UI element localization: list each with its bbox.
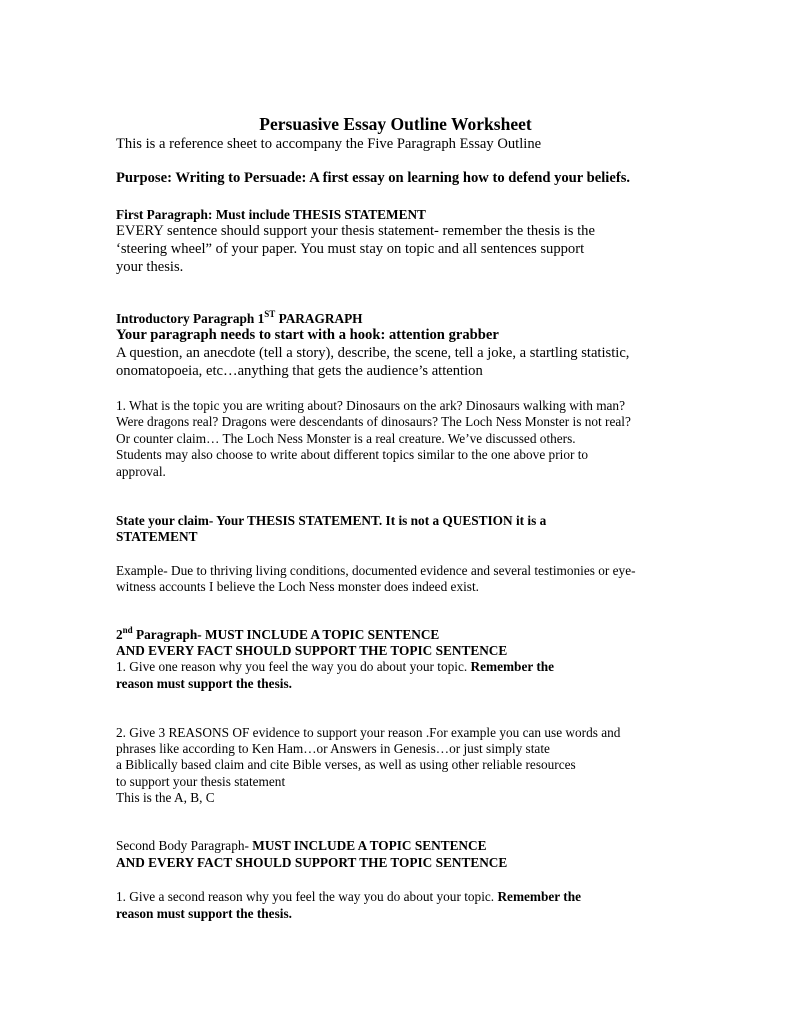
second-body-item-one-text: 1. Give a second reason why you feel the way you do about your topic. (116, 889, 498, 904)
second-body-heading: AND EVERY FACT SHOULD SUPPORT THE TOPIC SENTENCE (116, 855, 508, 870)
claim-heading: State your claim- Your THESIS STATEMENT. It is not a QUESTION it is a (116, 513, 547, 528)
hook-line: onomatopoeia, etc…anything that gets the audience’s attention (116, 363, 483, 379)
first-paragraph-line: ‘steering wheel” of your paper. You must stay on topic and all sentences support (116, 241, 585, 257)
example-line: witness accounts I believe the Loch Ness monster does indeed exist. (116, 579, 479, 594)
purpose-statement: Purpose: Writing to Persuade: A first essay on learning how to defend your beliefs. (116, 170, 631, 186)
question-one-line: approval. (116, 464, 166, 479)
question-one-line: Students may also choose to write about different topics similar to the one above prior to (116, 447, 589, 462)
second-paragraph-heading: AND EVERY FACT SHOULD SUPPORT THE TOPIC SENTENCE (116, 643, 508, 658)
second-item-one-bold: Remember the (470, 659, 555, 674)
second-heading-num: 2 (116, 627, 123, 642)
second-heading-rest: Paragraph- MUST INCLUDE A TOPIC SENTENCE (132, 627, 440, 642)
second-item-two-line: a Biblically based claim and cite Bible verses, as well as using other reliable resources (116, 757, 576, 772)
hook-heading: Your paragraph needs to start with a hook: attention grabber (116, 327, 499, 343)
second-item-two-line: to support your thesis statement (116, 774, 286, 789)
intro-heading-prefix: Introductory Paragraph 1 (116, 311, 265, 326)
question-one-line: Or counter claim… The Loch Ness Monster is a real creature. We’ve discussed others. (116, 431, 576, 446)
hook-line: A question, an anecdote (tell a story), describe, the scene, tell a joke, a startling statistic, (116, 345, 630, 361)
second-body-item-one (116, 889, 581, 904)
second-body-item-one-bold: Remember the (497, 889, 582, 904)
first-paragraph-line: your thesis. (116, 259, 184, 275)
second-item-two-line: This is the A, B, C (116, 790, 215, 805)
page-title: Persuasive Essay Outline Worksheet (259, 114, 532, 134)
first-paragraph-heading: First Paragraph: Must include THESIS STATEMENT (116, 207, 426, 222)
second-item-two-line: phrases like according to Ken Ham…or Answers in Genesis…or just simply state (116, 741, 550, 756)
second-paragraph-heading (116, 627, 439, 642)
question-one-line: Were dragons real? Dragons were descendants of dinosaurs? The Loch Ness Monster is not real? (116, 414, 631, 429)
second-item-two-line: 2. Give 3 REASONS OF evidence to support your reason .For example you can use words and (116, 725, 621, 740)
second-item-one (116, 659, 554, 674)
second-item-one-text: 1. Give one reason why you feel the way you do about your topic. (116, 659, 471, 674)
question-one-line: 1. What is the topic you are writing about? Dinosaurs on the ark? Dinosaurs walking with man? (116, 398, 625, 413)
example-line: Example- Due to thriving living conditions, documented evidence and several testimonies or eye- (116, 563, 636, 578)
second-body-heading-plain: Second Body Paragraph- (116, 838, 253, 853)
first-paragraph-line: EVERY sentence should support your thesis statement- remember the thesis is the (116, 223, 595, 239)
second-heading-sup: nd (122, 625, 133, 635)
second-body-heading (116, 838, 487, 853)
second-body-item-one-line2: reason must support the thesis. (116, 906, 292, 921)
intro-heading-suffix: PARAGRAPH (275, 311, 363, 326)
intro-heading (116, 311, 363, 326)
subtitle: This is a reference sheet to accompany the Five Paragraph Essay Outline (116, 136, 542, 152)
claim-heading: STATEMENT (116, 529, 198, 544)
intro-heading-sup: ST (264, 309, 276, 319)
second-body-heading-bold: MUST INCLUDE A TOPIC SENTENCE (252, 838, 487, 853)
second-item-one-line2: reason must support the thesis. (116, 676, 292, 691)
